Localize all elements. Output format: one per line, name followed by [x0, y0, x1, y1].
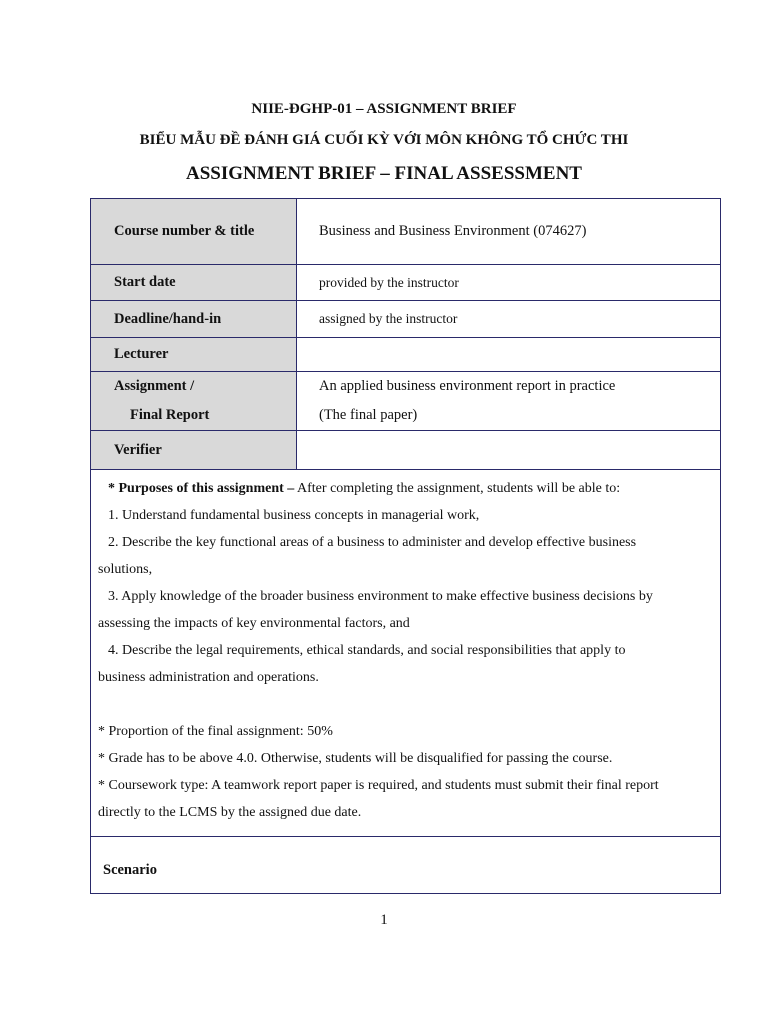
assignment-label	[91, 372, 297, 431]
page-number: 1	[380, 912, 388, 928]
deadline-label: Deadline/hand-in	[91, 301, 297, 338]
deadline-row	[91, 301, 721, 338]
assignment-value-line2: (The final paper)	[319, 407, 418, 423]
purpose-item: 3. Apply knowledge of the broader business environment to make effective business decisions by	[108, 589, 653, 604]
document-title: ASSIGNMENT BRIEF – FINAL ASSESSMENT	[186, 163, 582, 184]
assignment-row	[91, 372, 721, 431]
purposes-lead-text: After completing the assignment, students will be able to:	[294, 481, 621, 496]
lecturer-value	[297, 338, 721, 372]
course-value: Business and Business Environment (074627)	[297, 199, 721, 265]
scenario-row	[91, 837, 721, 894]
purpose-item-continuation: solutions,	[98, 562, 153, 577]
lecturer-row	[91, 338, 721, 372]
lecturer-label: Lecturer	[91, 338, 297, 372]
coursework-note-continuation: directly to the LCMS by the assigned due date.	[98, 805, 362, 820]
document-code-heading: NIIE-ĐGHP-01 – ASSIGNMENT BRIEF	[251, 101, 517, 117]
assignment-value-line1: An applied business environment report in practice	[319, 378, 616, 394]
verifier-row	[91, 431, 721, 470]
purpose-item-continuation: assessing the impacts of key environmental factors, and	[98, 616, 410, 631]
start-date-value: provided by the instructor	[297, 265, 721, 301]
proportion-note: * Proportion of the final assignment: 50%	[98, 724, 333, 739]
purposes-row	[91, 470, 721, 837]
purposes-lead	[98, 475, 716, 502]
start-date-label: Start date	[91, 265, 297, 301]
assignment-label-line2: Final Report	[130, 407, 210, 423]
purposes-cell	[91, 470, 721, 837]
course-row	[91, 199, 721, 265]
purpose-item: 4. Describe the legal requirements, ethical standards, and social responsibilities that apply to	[108, 643, 626, 658]
verifier-value	[297, 431, 721, 470]
purpose-item: 2. Describe the key functional areas of a business to administer and develop effective business	[108, 535, 637, 550]
vietnamese-form-heading: BIỂU MẪU ĐỀ ĐÁNH GIÁ CUỐI KỲ VỚI MÔN KHÔNG TỔ CHỨC THI	[139, 132, 629, 148]
purpose-item: 1. Understand fundamental business concepts in managerial work,	[108, 508, 480, 523]
assignment-label-line1: Assignment /	[114, 378, 195, 394]
deadline-value: assigned by the instructor	[297, 301, 721, 338]
coursework-note: * Coursework type: A teamwork report paper is required, and students must submit their final report	[98, 778, 659, 793]
assignment-brief-table	[90, 198, 721, 894]
purposes-lead-bold: * Purposes of this assignment –	[108, 481, 295, 496]
assignment-value	[297, 372, 721, 431]
course-label: Course number & title	[91, 199, 297, 265]
grade-note: * Grade has to be above 4.0. Otherwise, students will be disqualified for passing the course.	[98, 751, 613, 766]
scenario-label: Scenario	[91, 837, 721, 894]
verifier-label: Verifier	[91, 431, 297, 470]
purpose-item-continuation: business administration and operations.	[98, 670, 319, 685]
blank-line	[98, 691, 716, 718]
start-date-row	[91, 265, 721, 301]
